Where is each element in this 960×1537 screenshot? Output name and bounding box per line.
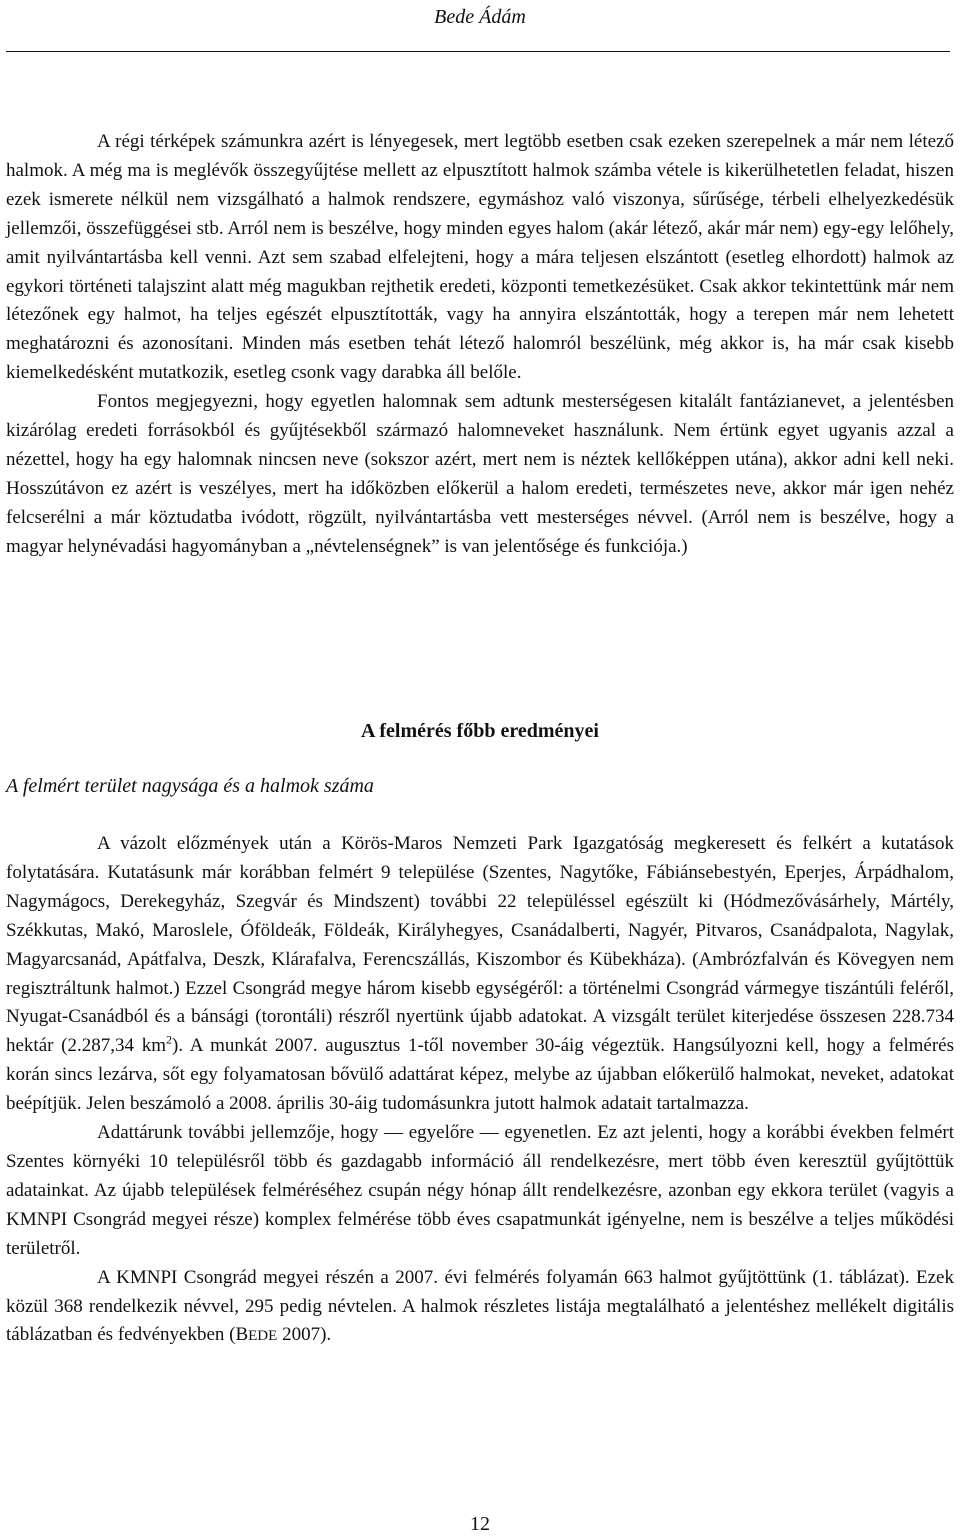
paragraph-text: 2007). [277,1324,332,1346]
paragraph [6,830,954,1119]
subsection-heading: A felmért terület nagysága és a halmok száma [6,775,374,797]
paragraph-text: ). A munkát 2007. augusztus 1-től november 30-áig végeztük. Hangsúlyozni kell, hogy a felmérés korán sincs lezárva, sőt egy folyamatosan bővülő adattárat képez, melybe az újabban előkerülő halmokat, neveket, adatokat beépítjük. Jelen beszámoló a 2008. április 30-áig tudomásunkra jutott halmok adatait tartalmazza. [6,1035,955,1115]
superscript: 2 [166,1033,173,1048]
paragraph-text: A vázolt előzmények után a Körös-Maros Nemzeti Park Igazgatóság megkeresett és felkért a kutatások folytatására. Kutatásunk már korábban felmért 9 települése (Szentes, Nagytőke, Fábiánsebestyén, Eperjes, Árpádhalom, Nagymágocs, Derekegyház, Szegvár és Mindszent) további 22 településsel egészült ki (Hódmezővásárhely, Mártély, Székkutas, Makó, Maroslele, Óföldeák, Földeák, Királyhegyes, Csanádalberti, Nagyér, Pitvaros, Csanádpalota, Nagylak, Magyarcsanád, Apátfalva, Deszk, Klárafalva, Ferencszállás, Kiszombor és Kübekháza). (Ambrózfalván és Kövegyen nem regisztráltunk halmot.) Ezzel Csongrád megye három kisebb egységéről: a történelmi Csongrád vármegye tiszántúli feléről, Nyugat-Csanádból és a bánsági (torontáli) részről nyertünk újabb adatokat. A vizsgált terület kiterjedése összesen 228.734 hektár (2.287,34 km [6,833,954,1057]
paragraph: A régi térképek számunkra azért is lényegesek, mert legtöbb esetben csak ezeken szerepelnek a már nem létező halmok. A még ma is meglévők összegyűjtése mellett az elpusztított halmok számba vétele is kikerülhetetlen feladat, hiszen ezek ismerete nélkül nem vizsgálható a halmok rendszere, egymáshoz való viszonya, sűrűsége, térbeli elhelyezkedésük jellemzői, összefüggései stb. Arról nem is beszélve, hogy minden egyes halom (akár létező, akár már nem) egy-egy lelőhely, amit nyilvántartásba kell venni. Azt sem szabad elfelejteni, hogy a mára teljesen elszántott (esetleg elhordott) halmok az egykori történeti talajszint alatt még magukban rejthetik eredeti, központi temetkezésüket. Csak akkor tekintettünk már nem létezőnek egy halmot, ha teljes egészét elpusztították, vagy ha annyira elszántották, hogy a terepen már nem lehetett meghatározni és azonosítani. Minden más esetben tehát létező halomról beszélünk, még akkor is, ha már csak kisebb kiemelkedésként mutatkozik, esetleg csonk vagy darabka áll belőle. [6,131,954,384]
section-heading [0,717,960,745]
paragraph: Adattárunk további jellemzője, hogy — egyelőre — egyenetlen. Ez azt jelenti, hogy a korábbi években felmért Szentes környéki 10 településről több és gazdagabb információ áll rendelkezésre, mert több éven keresztül gyűjtöttük adatainkat. Az újabb települések felméréséhez csupán négy hónap állt rendelkezésre, azonban egy ekkora terület (vagyis a KMNPI Csongrád megyei része) komplex felmérése több éves csapatmunkát igényelne, nem is beszélve a teljes működési területről. [6,1122,954,1259]
paragraph: Fontos megjegyezni, hogy egyetlen halomnak sem adtunk mesterségesen kitalált fantázianevet, a jelentésben kizárólag eredeti forrásokból és gyűjtésekből származó halomneveket használunk. Nem értünk egyet ugyanis azzal a nézettel, hogy ha egy halomnak nincsen neve (sokszor azért, mert nem is néztek kellőképpen utána), akkor adni kell neki. Hosszútávon ez azért is veszélyes, mert ha időközben előkerül a halom eredeti, természetes neve, akkor már igen nehéz felcserélni a már köztudatba ivódott, rögzült, nyilvántartásba vett mesterséges névvel. (Arról nem is beszélve, hogy a magyar helynévadási hagyományban a „névtelenségnek” is van jelentősége és funkciója.) [6,391,954,557]
paragraph [6,1264,954,1352]
intro-text-block [6,128,954,562]
paragraph-text: A KMNPI Csongrád megyei részén a 2007. évi felmérés folyamán 663 halmot gyűjtöttünk (1. táblázat). Ezek közül 368 rendelkezik névvel, 295 pedig névtelen. A halmok részletes listája megtalálható a jelentéshez mellékelt digitális táblázatban és fedvényekben (B [6,1266,954,1346]
citation-small-caps: EDE [248,1328,278,1345]
header-rule [6,51,950,52]
page-number: 12 [470,1513,490,1535]
running-header: Bede Ádám [434,6,526,28]
section-heading-text: A felmérés főbb eredményei [361,720,599,742]
results-text-block [6,830,954,1351]
